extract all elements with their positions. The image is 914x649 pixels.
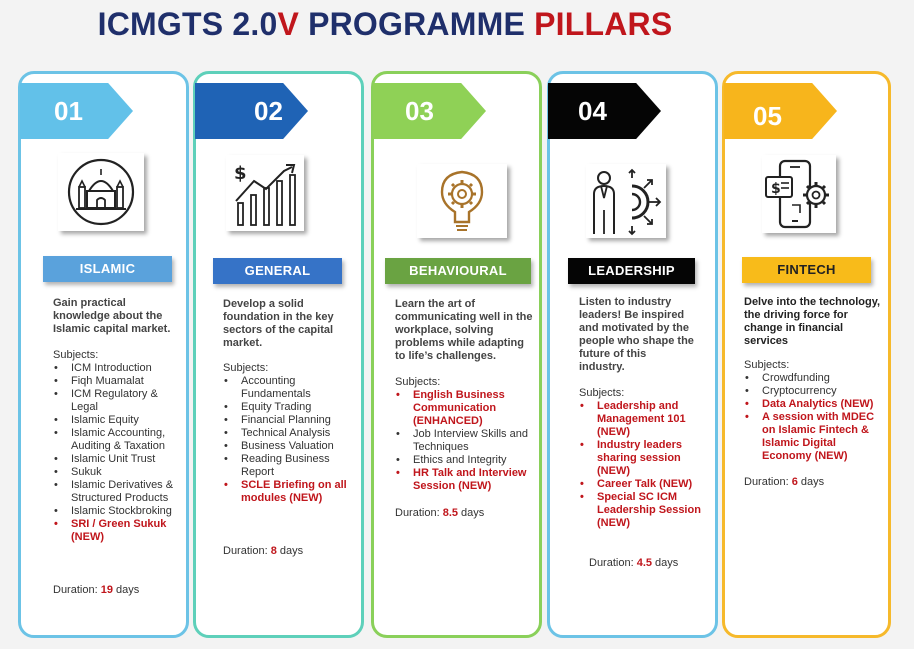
duration: Duration: 6 days (744, 476, 825, 488)
svg-text:$: $ (771, 181, 781, 197)
subject-item: • Special SC ICM Leadership Session (NEW) (579, 491, 709, 530)
svg-text:$: $ (234, 163, 247, 184)
subject-item: • Financial Planning (223, 414, 353, 427)
pillar-label: ISLAMIC (43, 256, 172, 282)
leader-target-icon (586, 164, 666, 238)
lightbulb-gear-icon (417, 164, 507, 238)
duration: Duration: 19 days (53, 584, 140, 596)
duration: Duration: 8.5 days (395, 507, 485, 519)
pillar-description: Delve into the technology, the driving force for change in financial services (744, 296, 881, 347)
subject-item: • ICM Introduction (53, 362, 183, 375)
subject-item: • Cryptocurrency (744, 385, 884, 398)
subject-item: • Technical Analysis (223, 427, 353, 440)
pillar-number: 01 (54, 96, 83, 126)
subjects-heading: Subjects: (53, 349, 99, 361)
smartphone-fintech-icon (762, 155, 836, 233)
subject-item: • Industry leaders sharing session (NEW) (579, 439, 709, 478)
subject-item: • Fiqh Muamalat (53, 375, 183, 388)
subjects-list (223, 362, 353, 505)
subject-item: • HR Talk and Interview Session (NEW) (395, 467, 535, 493)
subjects-heading: Subjects: (579, 387, 625, 399)
pillar-number: 05 (753, 101, 782, 131)
pillar-label: BEHAVIOURAL (385, 258, 531, 284)
subject-item: • ICM Regulatory & Legal (53, 388, 183, 414)
subjects-list (395, 376, 535, 493)
pillar-description: Gain practical knowledge about the Islamic capital market. (53, 297, 171, 335)
subjects-heading: Subjects: (744, 359, 790, 371)
subject-item: • Business Valuation (223, 440, 353, 453)
duration: Duration: 8 days (223, 545, 304, 557)
subject-item: • Islamic Accounting, Auditing & Taxation (53, 427, 183, 453)
subjects-heading: Subjects: (395, 376, 441, 388)
pillar-number: 04 (578, 96, 607, 126)
subject-item: • Job Interview Skills and Techniques (395, 428, 535, 454)
subject-item: • Accounting Fundamentals (223, 375, 353, 401)
subject-item: • Equity Trading (223, 401, 353, 414)
subject-item: • English Business Communication (ENHANCED) (395, 389, 535, 428)
pillar-label: GENERAL (213, 258, 342, 284)
subject-item: • Islamic Unit Trust (53, 453, 183, 466)
subject-item: • Islamic Stockbroking (53, 505, 183, 518)
subject-item: • SRI / Green Sukuk (NEW) (53, 518, 183, 544)
subject-item: • Leadership and Management 101 (NEW) (579, 400, 709, 439)
subject-item: • Ethics and Integrity (395, 454, 535, 467)
pillar-description: Learn the art of communicating well in the workplace, solving problems while adapting to life’s challenges. (395, 298, 533, 362)
subject-item: • Reading Business Report (223, 453, 353, 479)
pillar-label: LEADERSHIP (568, 258, 695, 284)
pillar-label: FINTECH (742, 257, 871, 283)
subject-item: • Islamic Equity (53, 414, 183, 427)
subjects-list (53, 349, 183, 544)
pillar-number: 03 (405, 96, 434, 126)
mosque-icon (58, 153, 144, 231)
subject-item: • Islamic Derivatives & Structured Products (53, 479, 183, 505)
subjects-list (579, 387, 709, 530)
page-title: ICMGTS 2.0V PROGRAMME PILLARS (97, 6, 673, 42)
subject-item: • Data Analytics (NEW) (744, 398, 884, 411)
subject-item: • Crowdfunding (744, 372, 884, 385)
subject-item: • Career Talk (NEW) (579, 478, 709, 491)
subjects-list (744, 359, 884, 463)
pillar-description: Develop a solid foundation in the key sectors of the capital market. (223, 298, 334, 349)
subjects-heading: Subjects: (223, 362, 269, 374)
subject-item: • SCLE Briefing on all modules (NEW) (223, 479, 353, 505)
duration: Duration: 4.5 days (589, 557, 679, 569)
growth-chart-icon (226, 155, 304, 231)
pillar-description: Listen to industry leaders! Be inspired and motivated by the people who shape the future of this industry. (579, 296, 694, 373)
subject-item: • A session with MDEC on Islamic Fintech & Islamic Digital Economy (NEW) (744, 411, 884, 463)
subject-item: • Sukuk (53, 466, 183, 479)
pillar-number: 02 (254, 96, 283, 126)
